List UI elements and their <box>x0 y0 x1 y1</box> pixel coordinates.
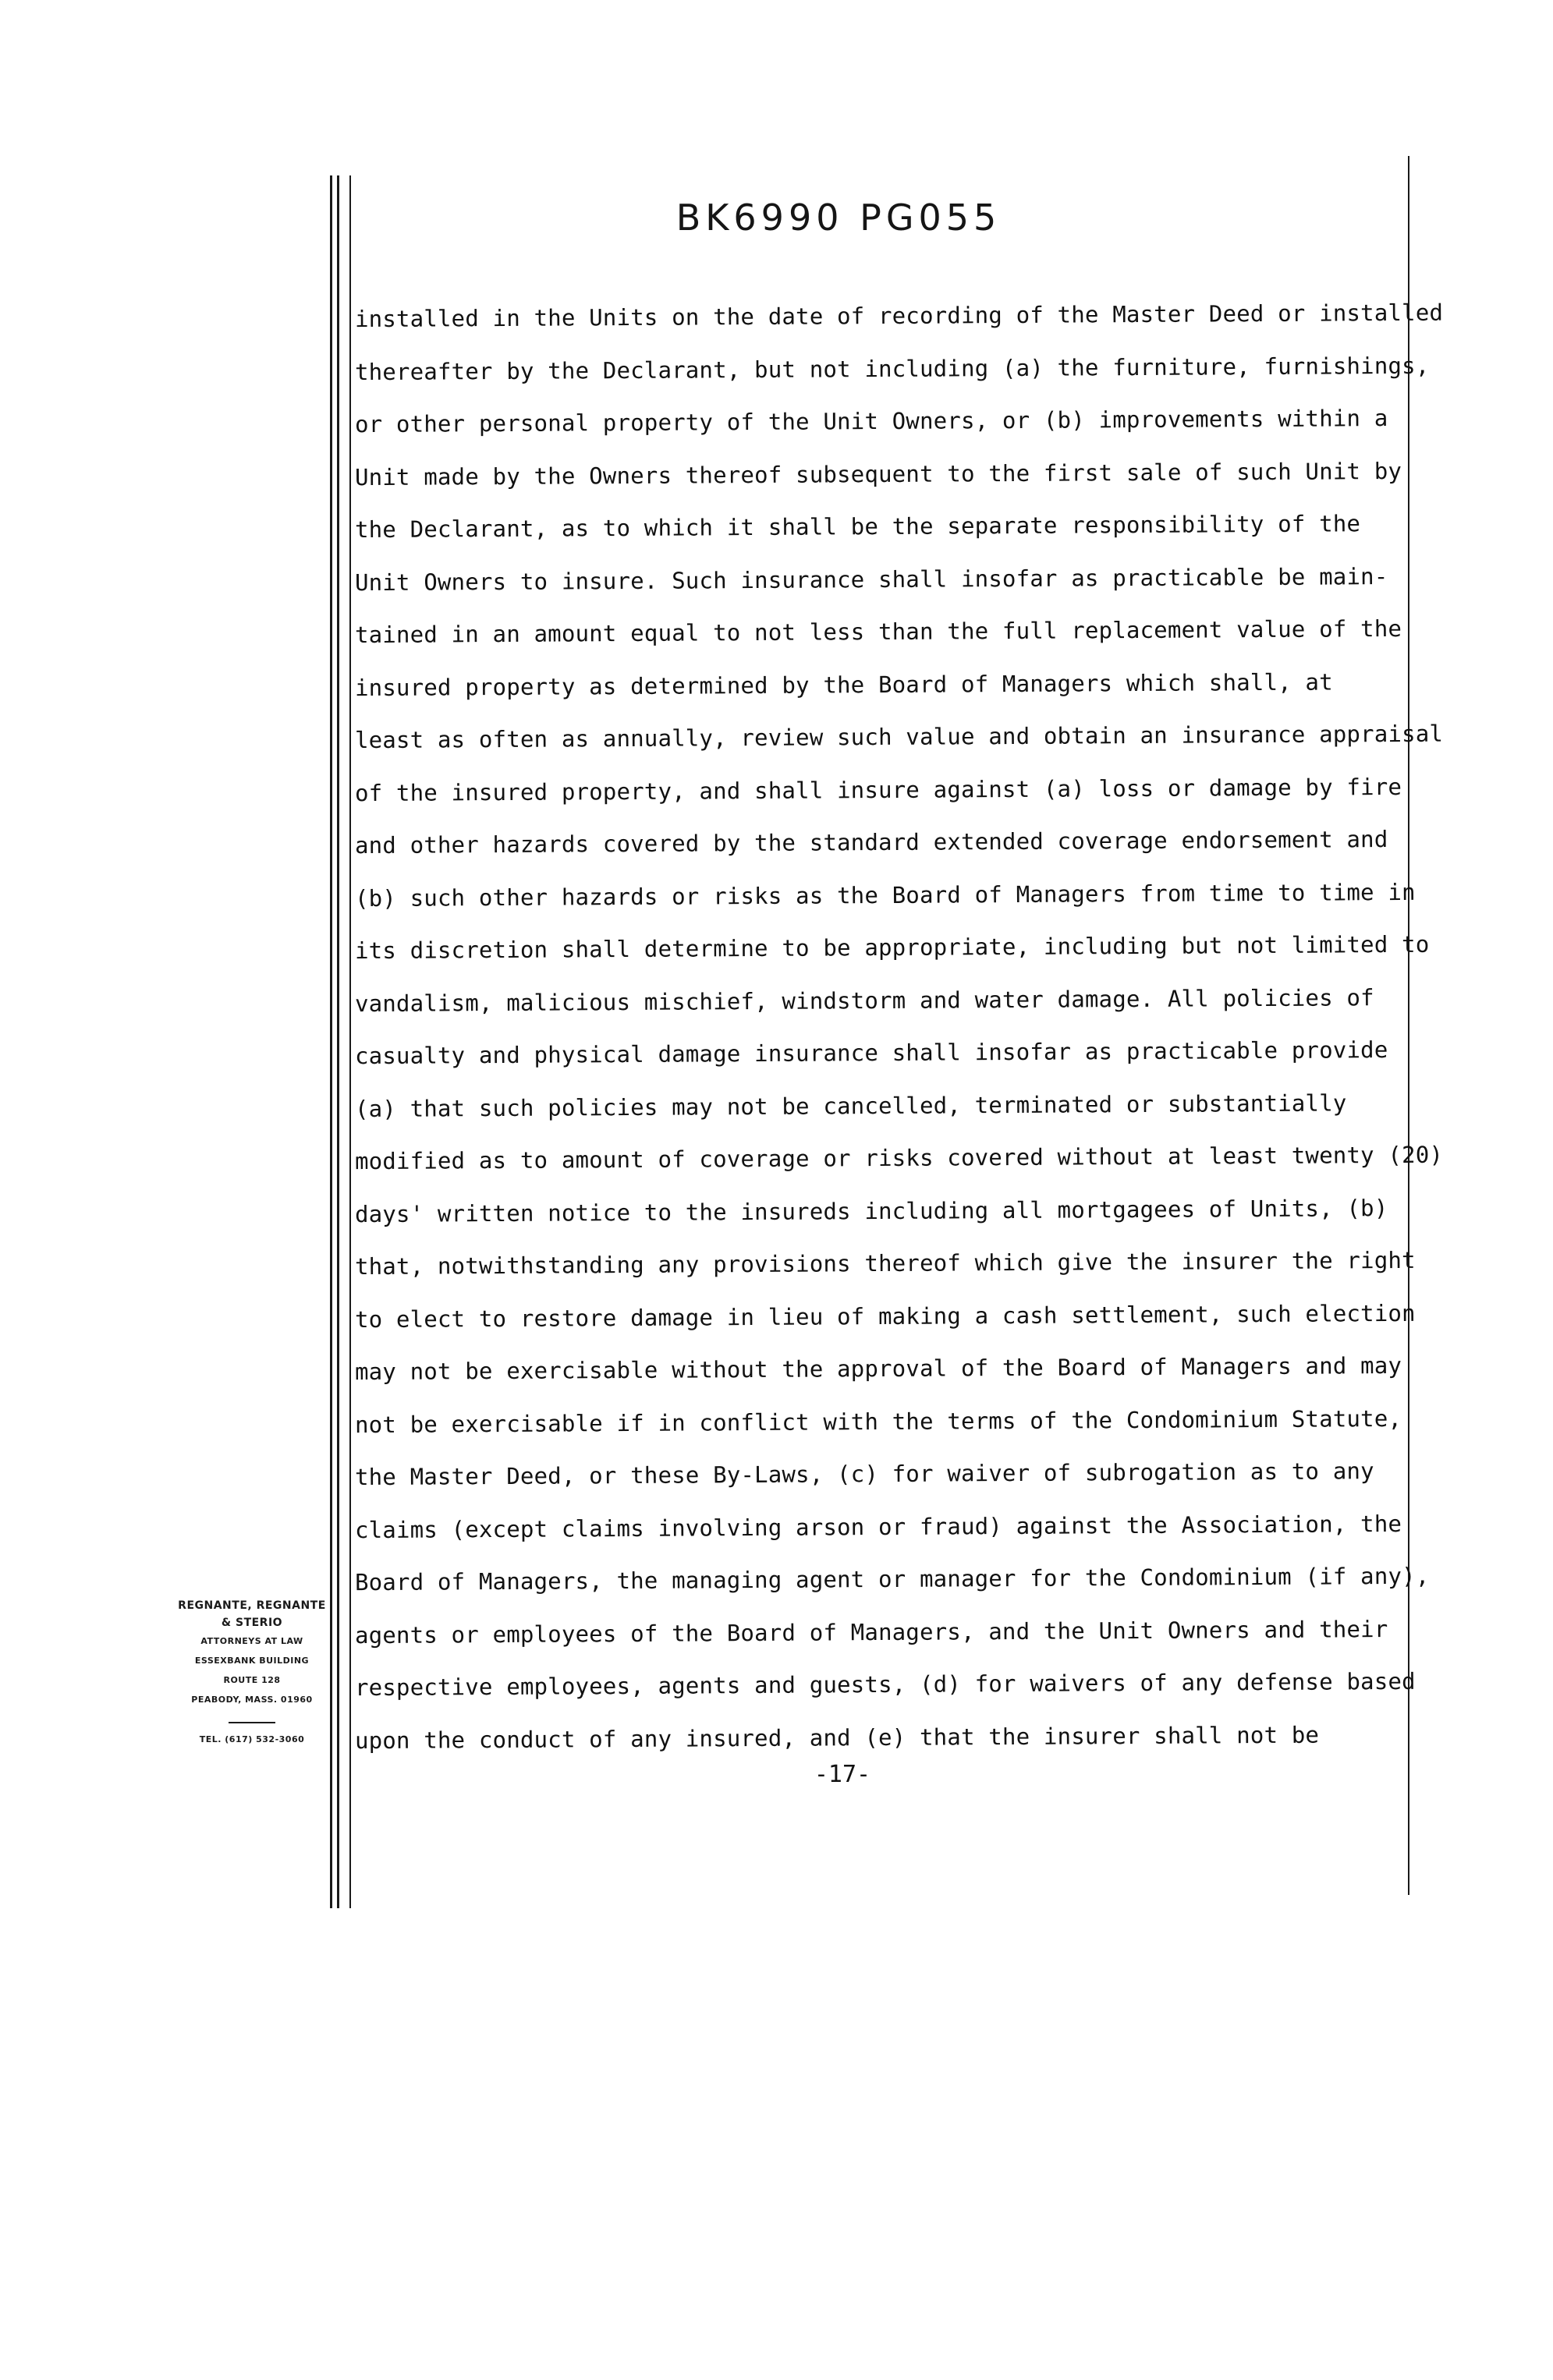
body-line: thereafter by the Declarant, but not including (a) the furniture, furnishings, <box>354 352 1430 385</box>
body-line: (a) that such policies may not be cancelled, terminated or substantially <box>354 1089 1347 1122</box>
stamp-telephone: TEL. (617) 532-3060 <box>199 1734 305 1744</box>
stamp-firm-line-2: & STERIO <box>221 1617 283 1629</box>
body-line: of the insured property, and shall insure against (a) loss or damage by fire <box>354 773 1402 806</box>
body-line: Unit made by the Owners thereof subsequent to the first sale of such Unit by <box>354 457 1402 491</box>
body-line: installed in the Units on the date of recording of the Master Deed or installed <box>354 299 1444 333</box>
body-line: the Declarant, as to which it shall be the separate responsibility of the <box>354 510 1361 544</box>
body-line: to elect to restore damage in lieu of making a cash settlement, such election <box>354 1299 1416 1333</box>
body-line: insured property as determined by the Board of Managers which shall, at <box>354 668 1333 701</box>
body-line: least as often as annually, review such value and obtain an insurance appraisal <box>354 720 1444 754</box>
body-line: modified as to amount of coverage or risks covered without at least twenty (20) <box>354 1141 1444 1175</box>
body-line: its discretion shall determine to be appropriate, including but not limited to <box>354 930 1430 965</box>
body-line: may not be exercisable without the approval of the Board of Managers and may <box>354 1351 1402 1386</box>
body-line: the Master Deed, or these By-Laws, (c) for waiver of subrogation as to any <box>354 1457 1374 1491</box>
body-line: tained in an amount equal to not less than the full replacement value of the <box>354 614 1402 649</box>
body-line: casualty and physical damage insurance shall insofar as practicable provide <box>354 1036 1388 1070</box>
stamp-line-route: ROUTE 128 <box>223 1675 281 1685</box>
stamp-divider <box>229 1722 275 1723</box>
body-line: and other hazards covered by the standard extended coverage endorsement and <box>354 826 1388 859</box>
body-line: (b) such other hazards or risks as the Board of Managers from time to time in <box>354 878 1416 912</box>
body-line: vandalism, malicious mischief, windstorm and water damage. All policies of <box>354 983 1374 1017</box>
stamp-line-building: ESSEXBANK BUILDING <box>194 1656 310 1666</box>
body-line: or other personal property of the Unit Owners, or (b) improvements within a <box>354 405 1388 438</box>
stamp-firm-line-1: REGNANTE, REGNANTE <box>178 1599 326 1612</box>
book-page-header: BK6990 PG055 <box>675 197 1002 239</box>
body-line: not be exercisable if in conflict with the terms of the Condominium Statute, <box>354 1404 1402 1438</box>
body-line: agents or employees of the Board of Managers, and the Unit Owners and their <box>354 1615 1388 1649</box>
body-line: respective employees, agents and guests, (d) for waivers of any defense based <box>354 1667 1416 1702</box>
body-line: Board of Managers, the managing agent or manager for the Condominium (if any), <box>354 1562 1430 1596</box>
body-line: upon the conduct of any insured, and (e) that the insurer shall not be <box>354 1721 1320 1754</box>
page-number: -17- <box>814 1761 871 1788</box>
body-line: claims (except claims involving arson or fraud) against the Association, the <box>354 1510 1402 1543</box>
attorney-stamp <box>139 1597 365 1744</box>
document-body <box>354 290 1444 1764</box>
stamp-line-city: PEABODY, MASS. 01960 <box>191 1695 313 1705</box>
stamp-line-attorneys: ATTORNEYS AT LAW <box>200 1636 303 1646</box>
body-line: Unit Owners to insure. Such insurance shall insofar as practicable be main- <box>354 562 1388 596</box>
body-line: days' written notice to the insureds including all mortgagees of Units, (b) <box>354 1194 1388 1227</box>
body-line: that, notwithstanding any provisions thereof which give the insurer the right <box>354 1246 1416 1280</box>
